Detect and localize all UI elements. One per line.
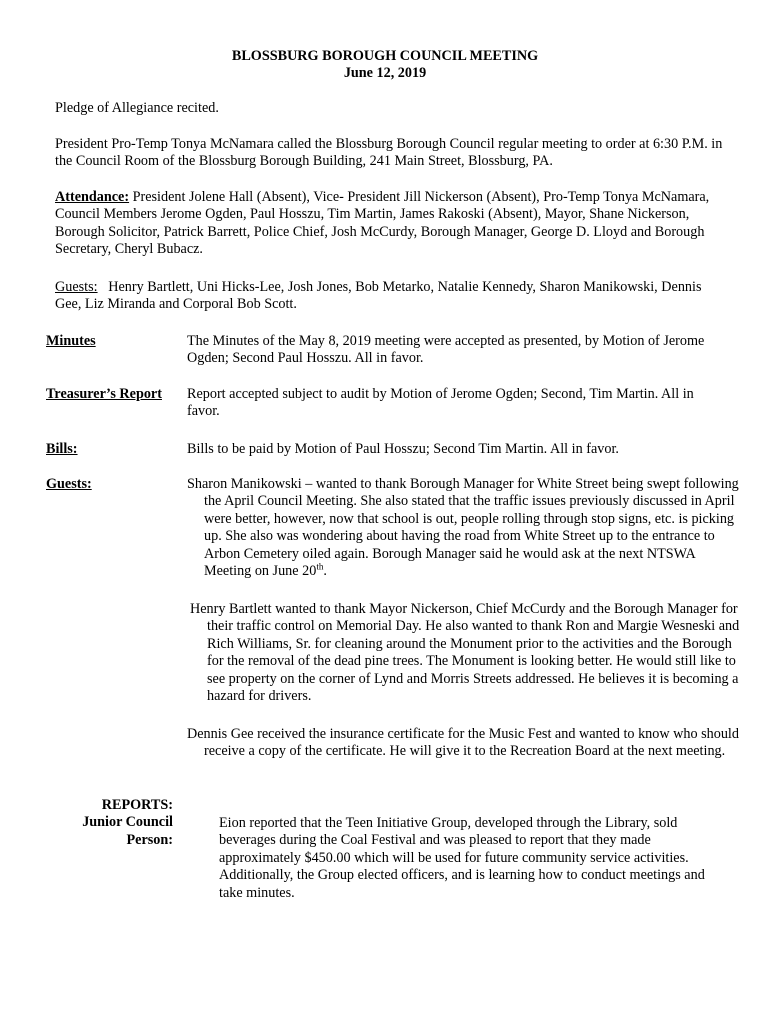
person-label: Person: [126,831,173,848]
guests-paragraph [55,279,725,314]
bills-text: Bills to be paid by Motion of Paul Hosszu; Second Tim Martin. All in favor. [187,441,619,457]
meeting-date: June 12, 2019 [343,65,427,81]
treasurer-label: Treasurer’s Report [46,386,162,402]
guest-comment-gee: Dennis Gee received the insurance certificate for the Music Fest and wanted to know who should receive a copy of the certificate. He will give it to the Recreation Board at the next meeting. [187,726,739,760]
treasurer-text: Report accepted subject to audit by Motion of Jerome Ogden; Second, Tim Martin. All in favor. [187,386,694,420]
attendance-label: Attendance: [55,189,130,205]
guests-label: Guests: [55,279,98,295]
pledge-paragraph: Pledge of Allegiance recited. [55,100,219,116]
junior-council-label: Junior Council [82,814,173,831]
minutes-text: The Minutes of the May 8, 2019 meeting were accepted as presented, by Motion of Jerome Ogden; Second Paul Hosszu. All in favor. [187,333,705,367]
attendance-text: President Jolene Hall (Absent), Vice- President Jill Nickerson (Absent), Pro-Temp Tonya McNamara, Council Members Jerome Ogden, Paul Hosszu, Tim Martin, James Rakoski (Absent), Mayor, Shane Nickerson, Borough Solicitor, Patrick Barrett, Police Chief, Josh McCurdy, Borough Manager, George D. Lloyd and Borough Secretary, Cheryl Bubacz. [55,189,710,258]
date-suffix: th [316,561,324,572]
reports-heading: REPORTS: [101,797,173,813]
document-title: BLOSSBURG BOROUGH COUNCIL MEETING [231,48,539,64]
attendance-paragraph [55,189,725,259]
reports-label [60,797,173,849]
junior-council-report-text: Eion reported that the Teen Initiative Group, developed through the Library, sold beverages during the Coal Festival and was pleased to report that they made approximately $450.00 which will be used for future community service activities. Additionally, the Group elected officers, and is learning how to conduct meetings and take minutes. [219,815,705,901]
minutes-label: Minutes [46,333,96,349]
guests-section-label: Guests: [46,476,92,492]
guest-comment-manikowski-end: . [323,563,327,580]
guest-comment-bartlett: Henry Bartlett wanted to thank Mayor Nickerson, Chief McCurdy and the Borough Manager for their traffic control on Memorial Day. He also wanted to thank Ron and Margie Wesneski and Rich Williams, Sr. for cleaning around the Monument prior to the activities and the Borough for the removal of the dead pine trees. The Monument is looking better. He would still like to see property on the corner of Lynd and Morris Streets addressed. He believes it is becoming a hazard for drivers. [190,601,740,705]
guest-comment-manikowski-text: Sharon Manikowski – wanted to thank Borough Manager for White Street being swept following the April Council Meeting. She also stated that the traffic issues previously discussed in April were better, however, now that school is out, people rolling through stop signs, etc. is picking up. She also was wondering about having the road from White Street up to the entrance to Arbon Cemetery oiled again. Borough Manager said he would ask at the next NTSWA Meeting on June 20 [187,476,739,580]
guest-comment-manikowski [187,476,744,580]
guests-text: Henry Bartlett, Uni Hicks-Lee, Josh Jones, Bob Metarko, Natalie Kennedy, Sharon Manikowski, Dennis Gee, Liz Miranda and Corporal Bob Scott. [55,279,706,313]
bills-label: Bills: [46,441,78,457]
call-to-order-paragraph: President Pro-Temp Tonya McNamara called the Blossburg Borough Council regular meeting to order at 6:30 P.M. in the Council Room of the Blossburg Borough Building, 241 Main Street, Blossburg, PA. [55,136,723,170]
